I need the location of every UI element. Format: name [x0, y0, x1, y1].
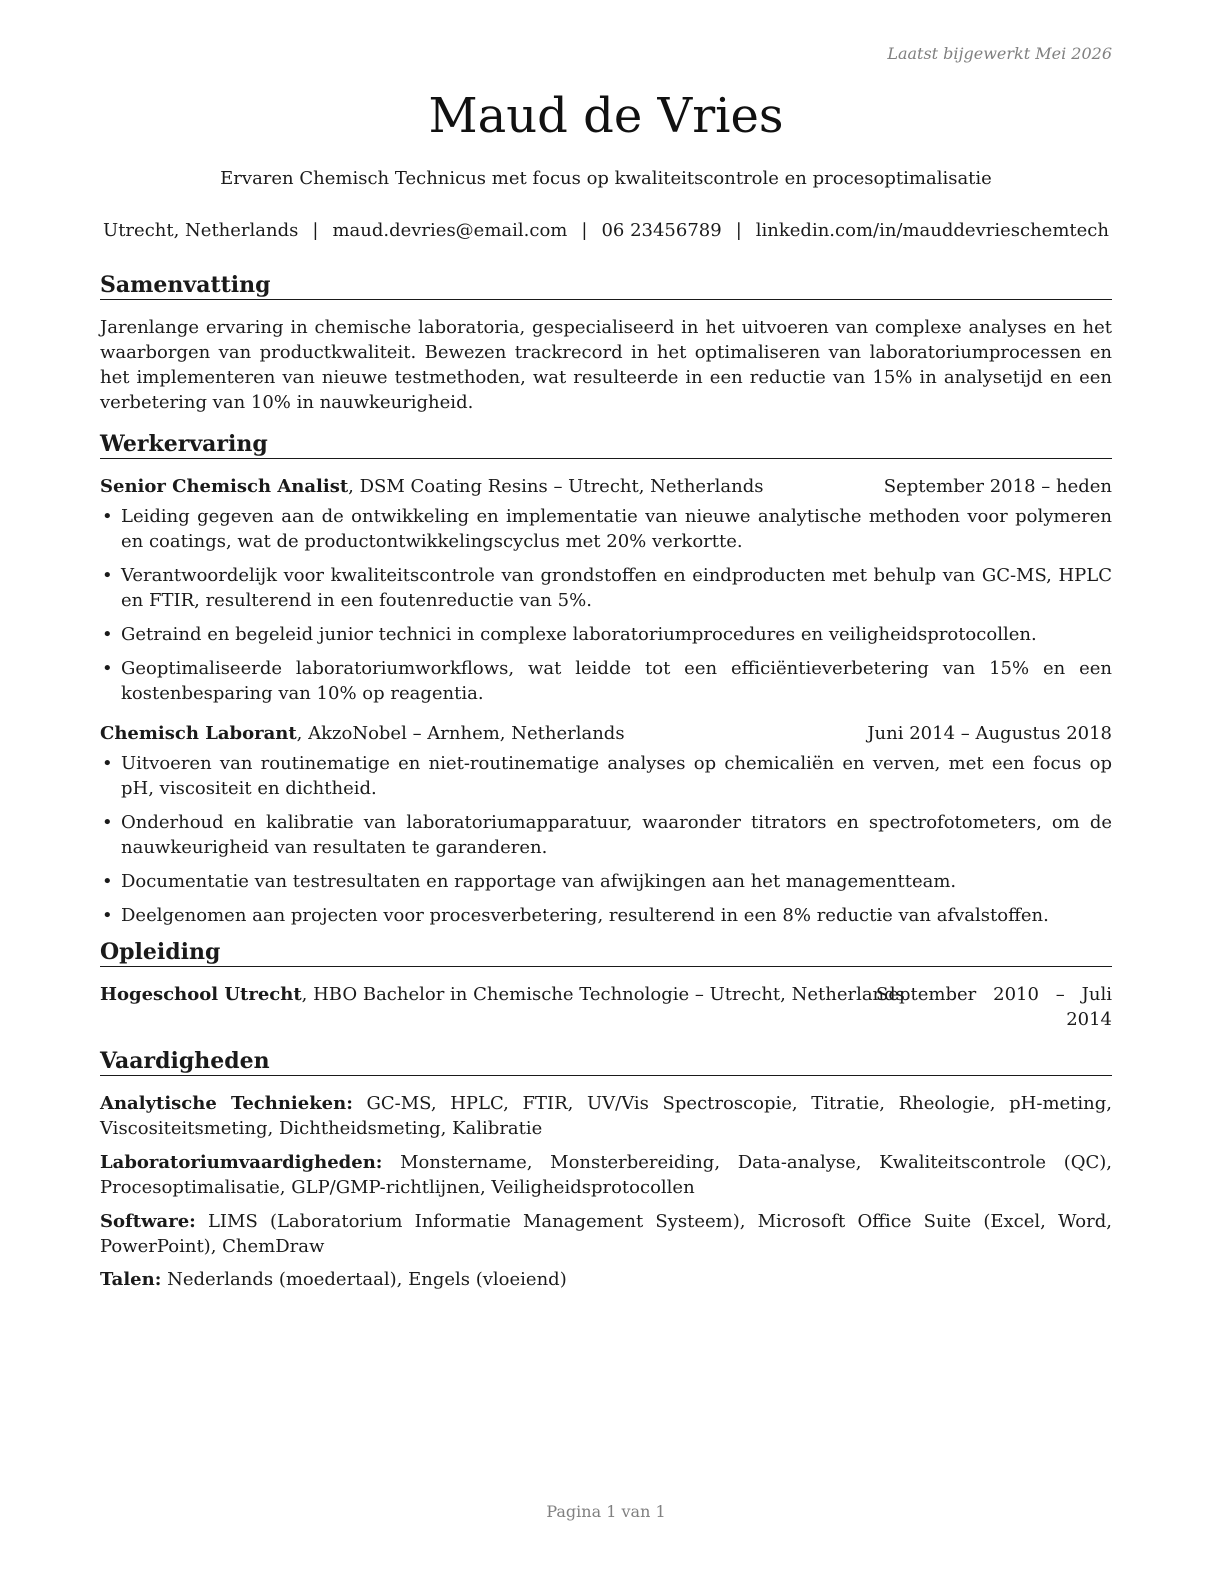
contact-line	[100, 219, 1112, 243]
page-footer: Pagina 1 van 1	[546, 1502, 666, 1521]
contact-separator: |	[581, 220, 588, 241]
contact-location: Utrecht, Netherlands	[103, 220, 299, 241]
list-item: • Leiding gegeven aan de ontwikkeling en implementatie van nieuwe analytische methoden voor polymeren en coatings, wat de productontwikkelingscyclus met 20% verkortte.	[100, 504, 1112, 554]
education-school: Hogeschool Utrecht	[100, 984, 302, 1005]
list-item: • Deelgenomen aan projecten voor procesverbetering, resulterend in een 8% reductie van afvalstoffen.	[100, 903, 1112, 928]
skill-text: GC-MS, HPLC, FTIR, UV/Vis Spectroscopie, Titratie, Rheologie, pH-meting, Viscositeitsmeting, Dichtheidsmeting, Kalibratie	[100, 1093, 1112, 1139]
tagline: Ervaren Chemisch Technicus met focus op kwaliteitscontrole en procesoptimalisatie	[220, 168, 992, 189]
skill-group	[100, 1209, 1112, 1259]
contact-phone: 06 23456789	[601, 220, 722, 241]
skills-heading: Vaardigheden	[100, 1048, 1112, 1076]
skill-group	[100, 1091, 1112, 1141]
list-item: • Geoptimaliseerde laboratoriumworkflows, wat leidde tot een efficiëntieverbetering van 15% en een kostenbesparing van 10% op reagentia.	[100, 656, 1112, 706]
list-item: • Verantwoordelijk voor kwaliteitscontrole van grondstoffen en eindproducten met behulp van GC-MS, HPLC en FTIR, resulterend in een foutenreductie van 5%.	[100, 563, 1112, 613]
job-header	[100, 474, 1112, 499]
list-item: • Getraind en begeleid junior technici in complexe laboratoriumprocedures en veiligheidsprotocollen.	[100, 622, 1112, 647]
skill-label: Talen:	[100, 1269, 162, 1290]
job-dates: Juni 2014 – Augustus 2018	[867, 723, 1112, 744]
education-dates: September 2010 – Juli 2014	[876, 984, 1112, 1030]
skill-label: Software:	[100, 1211, 196, 1232]
job-header	[100, 721, 1112, 746]
skill-text: Monstername, Monsterbereiding, Data-analyse, Kwaliteitscontrole (QC), Procesoptimalisatie, GLP/GMP-richtlijnen, Veiligheidsprotocollen	[100, 1152, 1112, 1198]
job-dates: September 2018 – heden	[883, 476, 1112, 497]
contact-separator: |	[312, 220, 319, 241]
education-item	[100, 982, 1112, 1030]
candidate-name: Maud de Vries	[428, 88, 784, 144]
list-item: • Uitvoeren van routinematige en niet-routinematige analyses op chemicaliën en verven, met een focus op pH, viscositeit en dichtheid.	[100, 751, 1112, 801]
education-heading: Opleiding	[100, 939, 1112, 967]
contact-separator: |	[735, 220, 742, 241]
contact-linkedin[interactable]: linkedin.com/in/mauddevrieschemtech	[755, 220, 1109, 241]
job-role: Senior Chemisch Analist	[100, 476, 349, 497]
contact-email[interactable]: maud.devries@email.com	[332, 220, 568, 241]
job-company: , AkzoNobel – Arnhem, Netherlands	[296, 723, 625, 744]
education-degree: , HBO Bachelor in Chemische Technologie – Utrecht, Netherlands	[301, 984, 905, 1005]
experience-heading: Werkervaring	[100, 431, 1112, 459]
skill-text: Nederlands (moedertaal), Engels (vloeiend)	[161, 1269, 567, 1290]
job-company: , DSM Coating Resins – Utrecht, Netherlands	[348, 476, 764, 497]
list-item: • Documentatie van testresultaten en rapportage van afwijkingen aan het managementteam.	[100, 869, 1112, 894]
skill-label: Analytische Technieken:	[100, 1093, 353, 1114]
job-bullets	[100, 751, 1112, 937]
skill-group	[100, 1150, 1112, 1200]
job-bullets	[100, 504, 1112, 715]
job-role: Chemisch Laborant	[100, 723, 297, 744]
skill-label: Laboratoriumvaardigheden:	[100, 1152, 383, 1173]
skill-text: LIMS (Laboratorium Informatie Management Systeem), Microsoft Office Suite (Excel, Word, PowerPoint), ChemDraw	[100, 1211, 1112, 1257]
list-item: • Onderhoud en kalibratie van laboratoriumapparatuur, waaronder titrators en spectrofotometers, om de nauwkeurigheid van resultaten te garanderen.	[100, 810, 1112, 860]
last-updated: Laatst bijgewerkt Mei 2026	[887, 44, 1112, 63]
resume-page	[100, 0, 1112, 1584]
summary-heading: Samenvatting	[100, 272, 1112, 300]
summary-text: Jarenlange ervaring in chemische laboratoria, gespecialiseerd in het uitvoeren van complexe analyses en het waarborgen van productkwaliteit. Bewezen trackrecord in het optimaliseren van laboratoriumprocessen en het implementeren van nieuwe testmethoden, wat resulteerde in een reductie van 15% in analysetijd en een verbetering van 10% in nauwkeurigheid.	[100, 317, 1112, 413]
skill-group	[100, 1267, 1112, 1292]
